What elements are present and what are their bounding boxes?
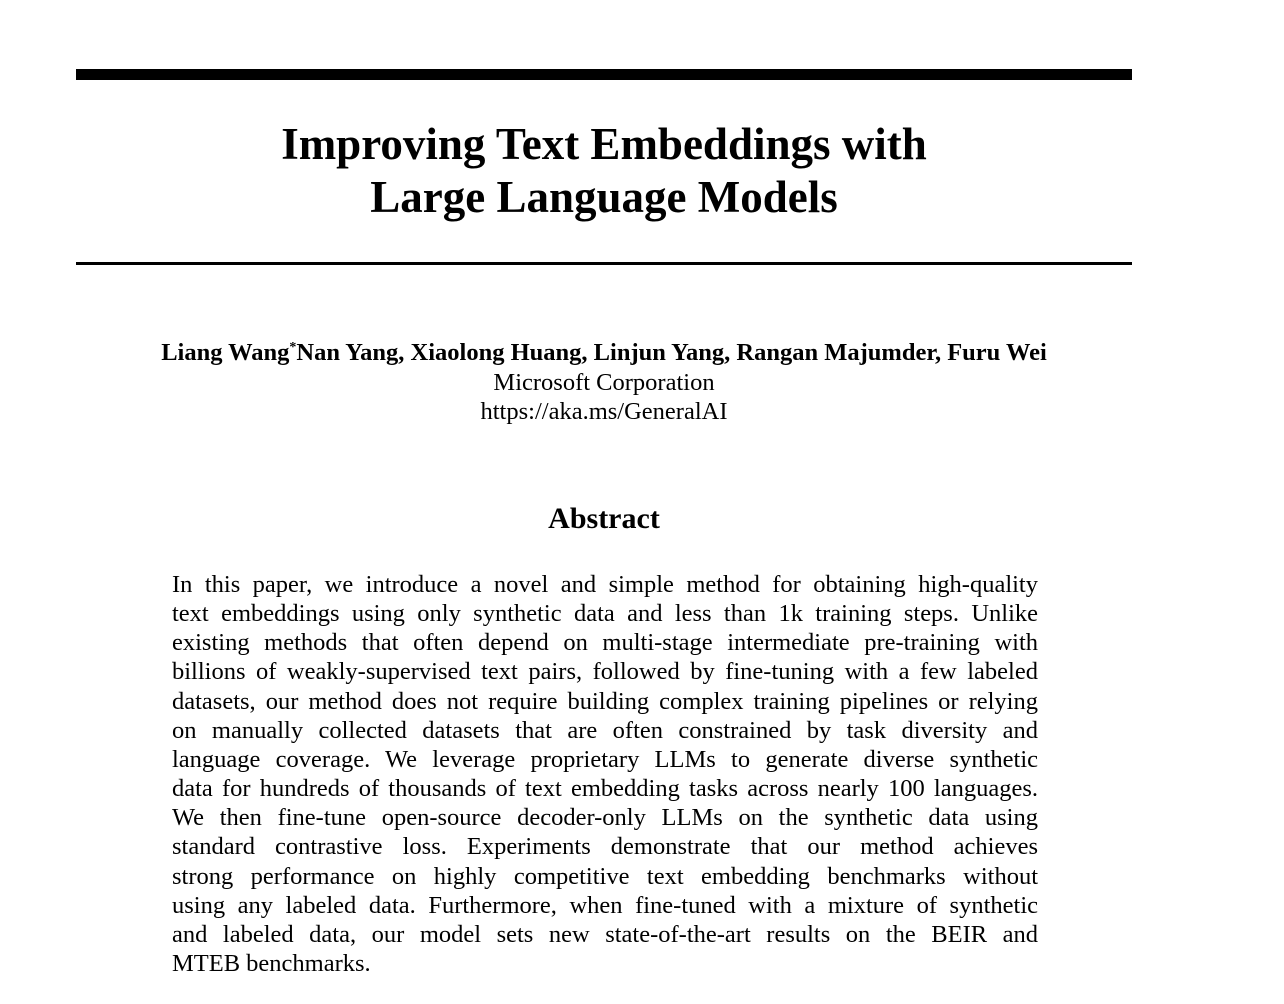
abstract-line: language coverage. We leverage proprietary LLMs to generate diverse synthetic — [172, 745, 1038, 773]
abstract-line: MTEB benchmarks. — [172, 950, 371, 978]
abstract-line: In this paper, we introduce a novel and simple method for obtaining high-quality — [172, 571, 1038, 598]
abstract-line: existing methods that often depend on multi-stage intermediate pre-training with — [172, 629, 1038, 657]
abstract-line: text embeddings using only synthetic data and less than 1k training steps. Unlike — [172, 600, 1038, 628]
abstract-line: using any labeled data. Furthermore, when fine-tuned with a mixture of synthetic — [172, 891, 1038, 919]
abstract-line: on manually collected datasets that are often constrained by task diversity and — [172, 716, 1038, 744]
other-authors: Nan Yang, Xiaolong Huang, Linjun Yang, Rangan Majumder, Furu Wei — [296, 339, 1047, 366]
project-url[interactable]: https://aka.ms/GeneralAI — [480, 398, 728, 425]
abstract-line: We then fine-tune open-source decoder-only LLMs on the synthetic data using — [172, 804, 1038, 832]
abstract-body — [172, 570, 1038, 978]
paper-title-line-2: Large Language Models — [370, 172, 838, 222]
author-list — [76, 338, 1132, 368]
affiliation: Microsoft Corporation — [493, 369, 715, 396]
corresponding-author-mark: * — [289, 339, 297, 355]
abstract-heading: Abstract — [548, 502, 660, 535]
paper-title — [76, 118, 1132, 224]
abstract-line: standard contrastive loss. Experiments demonstrate that our method achieves — [172, 833, 1038, 861]
abstract-line: data for hundreds of thousands of text embedding tasks across nearly 100 languages. — [172, 775, 1038, 803]
title-bottom-rule — [76, 262, 1132, 265]
abstract-line: strong performance on highly competitive text embedding benchmarks without — [172, 862, 1038, 890]
first-author: Liang Wang — [161, 339, 290, 366]
paper-title-line-1: Improving Text Embeddings with — [281, 119, 927, 169]
title-top-rule — [76, 69, 1132, 80]
abstract-line: and labeled data, our model sets new state-of-the-art results on the BEIR and — [172, 920, 1038, 948]
abstract-line: billions of weakly-supervised text pairs, followed by fine-tuning with a few labeled — [172, 658, 1038, 686]
abstract-line: datasets, our method does not require building complex training pipelines or relying — [172, 687, 1038, 715]
